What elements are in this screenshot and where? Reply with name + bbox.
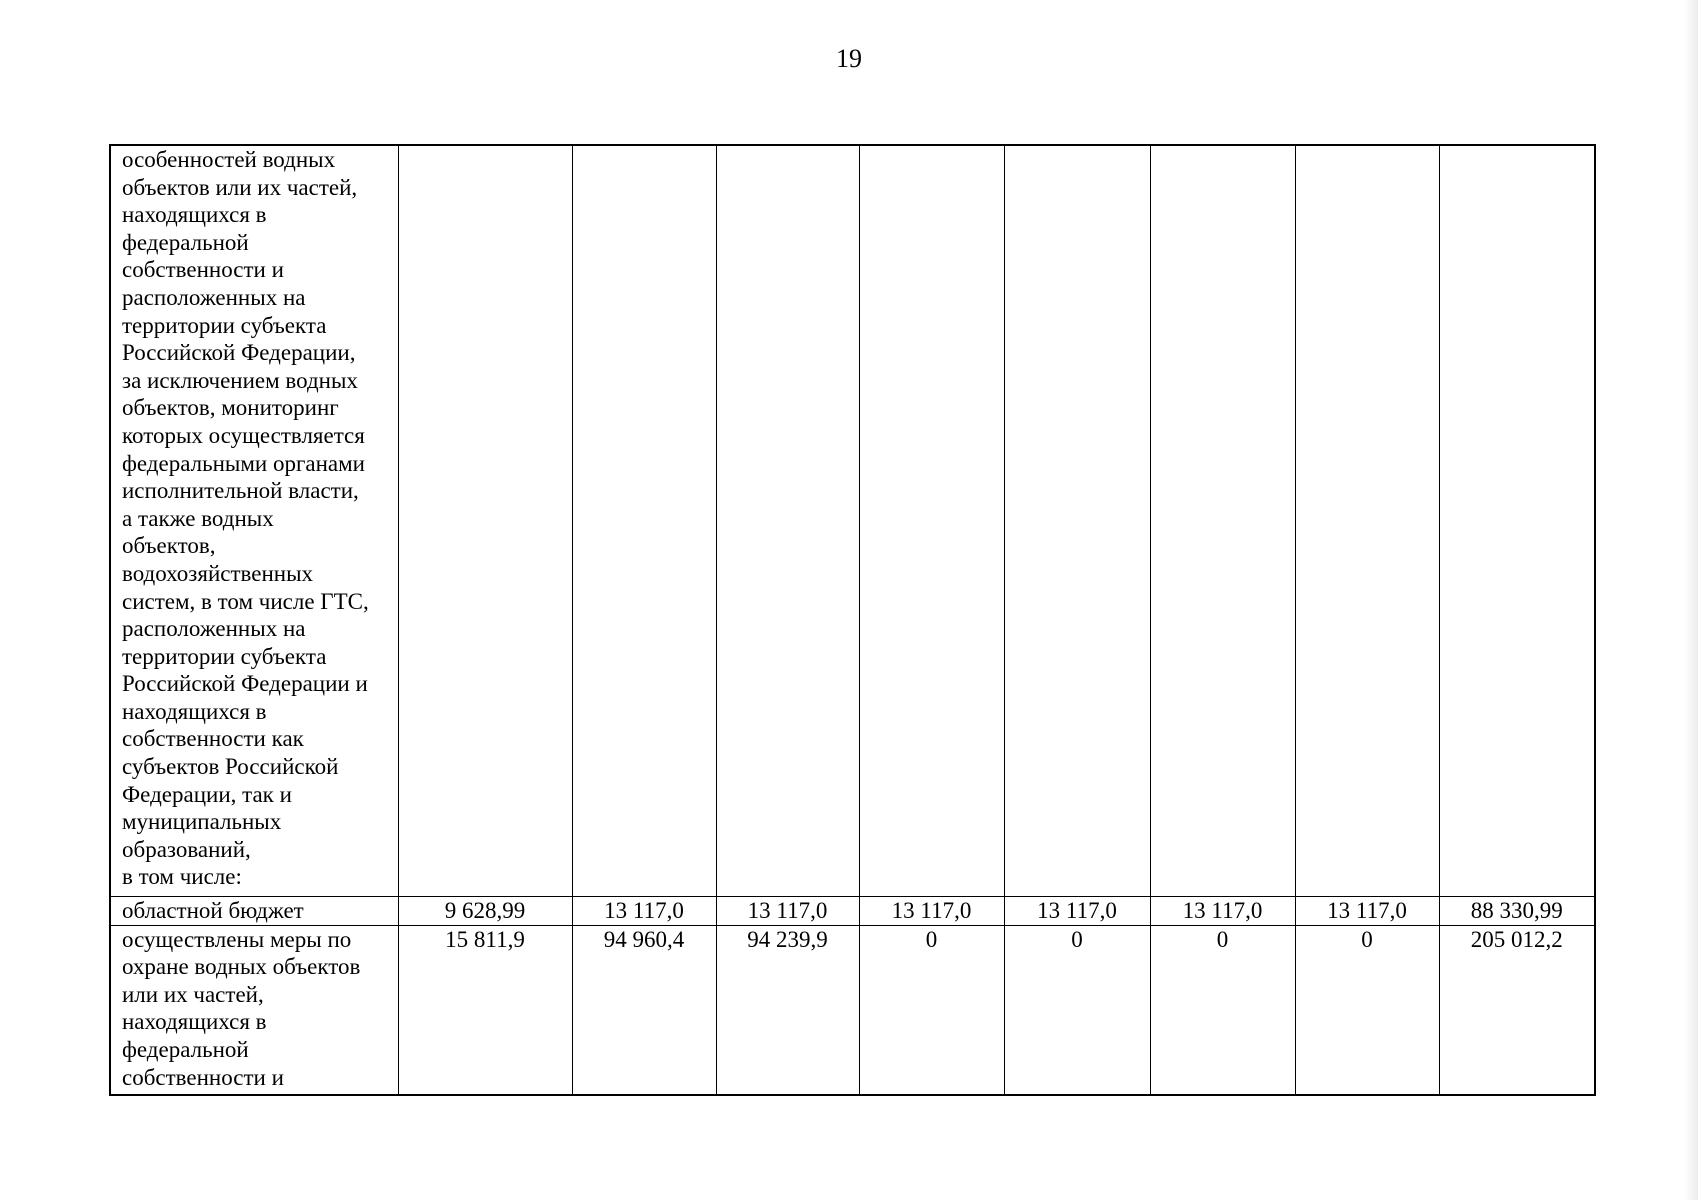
budget-table [109, 144, 1596, 1096]
row-description-text: особенностей водных объектов или их частей, находящихся в федеральной собственности и расположенных на территории субъекта Российской Федерации, за исключением водных объектов, мониторинг которых осуществляется федеральными органами исполнительной власти, а также водных объектов, водохозяйственных систем, в том числе ГТС, расположенных на территории субъекта Российской Федерации и находящихся в собственности как субъектов Российской Федерации, так и муниципальных образований, в том числе: [122, 147, 369, 890]
value-cell: 13 117,0 [859, 897, 1004, 926]
value-cell: 13 117,0 [1004, 897, 1150, 926]
row-description-cell [110, 145, 398, 897]
value-cell: 13 117,0 [1150, 897, 1295, 926]
value-cell: 94 960,4 [572, 925, 716, 1095]
row-description-cell [110, 897, 398, 926]
value-cell [572, 145, 716, 897]
value-cell: 0 [1150, 925, 1295, 1095]
row-description-text: осуществлены меры по охране водных объектов или их частей, находящихся в федеральной собственности и [122, 926, 361, 1090]
value-cell [1295, 145, 1439, 897]
row-description-text: областной бюджет [122, 898, 304, 923]
value-cell: 0 [859, 925, 1004, 1095]
table-row-protection-measures [110, 925, 1595, 1095]
table-row-monitoring-description [110, 145, 1595, 897]
value-cell: 13 117,0 [716, 897, 859, 926]
scan-edge-shading [1684, 0, 1698, 1200]
value-cell: 13 117,0 [1295, 897, 1439, 926]
value-cell: 94 239,9 [716, 925, 859, 1095]
value-cell: 0 [1295, 925, 1439, 1095]
total-cell: 88 330,99 [1439, 897, 1595, 926]
value-cell [1004, 145, 1150, 897]
total-cell: 205 012,2 [1439, 925, 1595, 1095]
value-cell: 9 628,99 [398, 897, 572, 926]
value-cell [859, 145, 1004, 897]
table-row-regional-budget [110, 897, 1595, 926]
value-cell [1150, 145, 1295, 897]
total-cell [1439, 145, 1595, 897]
row-description-cell [110, 925, 398, 1095]
value-cell: 15 811,9 [398, 925, 572, 1095]
page-number: 19 [836, 44, 862, 73]
value-cell: 13 117,0 [572, 897, 716, 926]
value-cell [398, 145, 572, 897]
value-cell [716, 145, 859, 897]
value-cell: 0 [1004, 925, 1150, 1095]
